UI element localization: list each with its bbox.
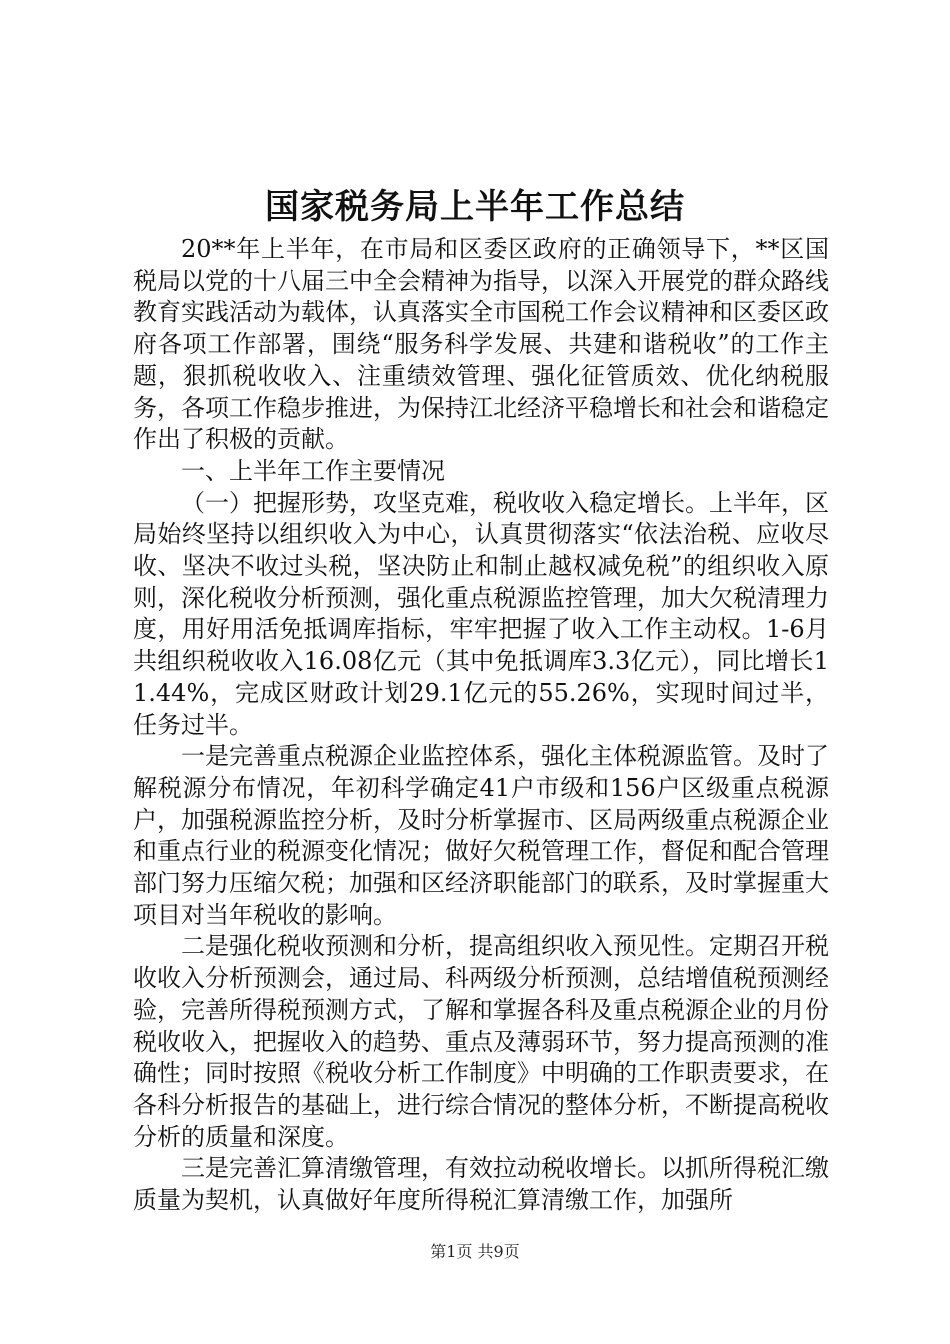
paragraph-point-1: 一是完善重点税源企业监控体系，强化主体税源监管。及时了解税源分布情况，年初科学确定41户市级和156户区级重点税源户，加强税源监控分析，及时分析掌握市、区局两级重点税源企业和重点行业的税源变化情况；做好欠税管理工作，督促和配合管理部门努力压缩欠税；加强和区经济职能部门的联系，及时掌握重大项目对当年税收的影响。: [133, 742, 829, 929]
paragraph-intro: 20**年上半年，在市局和区委区政府的正确领导下，**区国税局以党的十八届三中全会精神为指导，以深入开展党的群众路线教育实践活动为载体，认真落实全市国税工作会议精神和区委区政府各项工作部署，围绕“服务科学发展、共建和谐税收”的工作主题，狠抓税收收入、注重绩效管理、强化征管质效、优化纳税服务，各项工作稳步推进，为保持江北经济平稳增长和社会和谐稳定作出了积极的贡献。: [133, 235, 829, 454]
paragraph-point-2: 二是强化税收预测和分析，提高组织收入预见性。定期召开税收收入分析预测会，通过局、科两级分析预测，总结增值税预测经验，完善所得税预测方式，了解和掌握各科及重点税源企业的月份税收收入，把握收入的趋势、重点及薄弱环节，努力提高预测的准确性；同时按照《税收分析工作制度》中明确的工作职责要求，在各科分析报告的基础上，进行综合情况的整体分析，不断提高税收分析的质量和深度。: [133, 932, 829, 1151]
section-heading: 一、上半年工作主要情况: [181, 456, 445, 485]
document-body: [133, 234, 829, 1217]
paragraph-subsection-1: （一）把握形势，攻坚克难，税收收入稳定增长。上半年，区局始终坚持以组织收入为中心，认真贯彻落实“依法治税、应收尽收、坚决不收过头税，坚决防止和制止越权减免税”的组织收入原则，深化税收分析预测，强化重点税源监控管理，加大欠税清理力度，用好用活免抵调库指标，牢牢把握了收入工作主动权。1-6月共组织税收收入16.08亿元（其中免抵调库3.3亿元），同比增长11.44%，完成区财政计划29.1亿元的55.26%，实现时间过半，任务过半。: [133, 488, 829, 739]
document-title: 国家税务局上半年工作总结: [265, 187, 685, 227]
page-footer: 第1页 共9页: [430, 1242, 520, 1261]
paragraph-point-3: 三是完善汇算清缴管理，有效拉动税收增长。以抓所得税汇缴质量为契机，认真做好年度所得税汇算清缴工作，加强所: [133, 1154, 829, 1215]
